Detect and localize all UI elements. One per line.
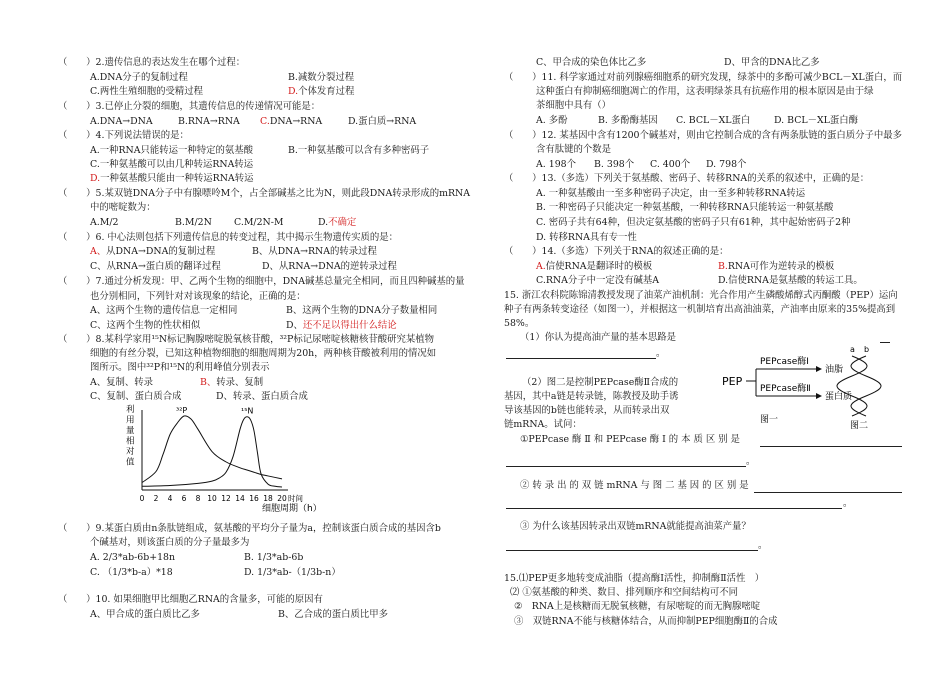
q11-stem-line2: 这种蛋白有抑制癌细胞凋亡的作用，这表明绿茶具有抗癌作用的根本原因是由于绿 — [536, 86, 874, 97]
y-axis-label-char: 对 — [126, 447, 135, 457]
y-axis-label-char: 值 — [126, 457, 135, 468]
fig1-product-protein: 蛋白质 — [825, 392, 853, 402]
q3-option-c: C.DNA→RNA — [260, 116, 323, 127]
fig2-strand-a — [837, 356, 867, 416]
q7-option-b: B、这两个生物的DNA分子数量相同 — [286, 305, 438, 316]
q15-sub3-period: 。 — [758, 540, 768, 551]
q15-sub2-period: 。 — [843, 498, 853, 509]
x-tick-label: 18 — [263, 494, 273, 503]
q12-stem-line2: 含有肽键的个数是 — [536, 144, 612, 155]
q12-option-c: C. 400个 — [650, 159, 691, 170]
x-tick-suffix: 时间 — [288, 494, 303, 503]
fig1-arrowhead-1 — [816, 366, 822, 372]
x-tick-label: 4 — [167, 494, 173, 503]
q7-stem-line2: 也分别相同，下列针对对该现象的结论，正确的是： — [90, 291, 306, 302]
q5-stem: （ ）5.某双链DNA分子中有腺嘌呤M个，占全部碱基之比为N，则此段DNA转录形成的mRNA — [58, 188, 471, 199]
q9-stem: （ ）9.某蛋白质由n条肽链组成，氨基酸的平均分子量为a，控制该蛋白质合成的基因含b — [58, 523, 441, 534]
q15-sub1-answer-line-b — [506, 466, 746, 467]
q10-option-c: C、甲合成的染色体比乙多 — [536, 57, 647, 68]
y-axis-label-char: 用 — [126, 415, 135, 426]
q11-stem: （ ）11. 科学家通过对前列腺癌细胞系的研究发现，绿茶中的多酚可减少BCL－XL蛋白，而 — [504, 72, 903, 83]
fig1-product-oil: 油脂 — [825, 365, 844, 375]
y-axis-label-char: 相 — [126, 436, 135, 447]
q4-option-a: A.一种RNA只能转运一种特定的氨基酸 — [90, 145, 254, 156]
x-tick-label: 20 — [277, 494, 287, 503]
q15-stem-line2: 种子有两条转变途径（如图一），并根据这一机制培育出高油油菜，产油率由原来的35%提高到 — [504, 304, 896, 315]
answer-line-3: ② RNA上是核糖而无脱氧核糖，有尿嘧啶的而无胸腺嘧啶 — [514, 601, 761, 612]
q15-sub1-answer-line-a — [760, 446, 902, 447]
y-axis-label-char: 利 — [126, 405, 135, 415]
q14-option-c: C.RNA分子中一定没有碱基A — [536, 275, 659, 286]
q4-option-b: B.一种氨基酸可以含有多种密码子 — [288, 145, 430, 156]
q2-option-c: C.两性生殖细胞的受精过程 — [90, 86, 203, 97]
q15-sub2: ② 转 录 出 的 双 链 mRNA 与 图 二 基 因 的 区 别 是 — [520, 480, 749, 491]
x-tick-label: 0 — [139, 494, 145, 503]
answer-line-4: ③ 双链RNA不能与核糖体结合，从而抑制PEP细胞酶Ⅱ的合成 — [514, 616, 778, 627]
fig2-label-b: b — [864, 345, 870, 354]
q8-stem-line3: 图所示。图中³²P和¹⁵N的利用峰值分别表示 — [90, 362, 270, 373]
q13-stem: （ ）13.（多选）下列关于氨基酸、密码子、转移RNA的关系的叙述中，正确的是： — [504, 173, 870, 184]
q2-option-a: A.DNA分子的复制过程 — [90, 72, 188, 83]
q4-option-d: D.一种氨基酸只能由一种转运RNA转运 — [90, 173, 254, 184]
q8-option-a: A、复制、转录 — [90, 377, 154, 388]
x-axis-label: 细胞周期（h） — [262, 504, 322, 514]
q15-sub3-answer-line — [506, 550, 758, 551]
answer-line-2: ⑵ ①氨基酸的种类、数目、排列顺序和空间结构可不同 — [510, 587, 738, 598]
q5-option-c: C.M/2N-M — [234, 217, 284, 228]
q3-stem: （ ）3.已停止分裂的细胞，其遗传信息的传递情况可能是： — [58, 101, 321, 112]
y-axis-label-char: 量 — [126, 426, 135, 436]
q6-option-d: D、从RNA→DNA的逆转录过程 — [262, 261, 397, 272]
q13-option-c: C. 密码子共有64种，但决定氨基酸的密码子只有61种，其中起始密码子2种 — [536, 217, 851, 228]
q15-part2-line3: 导该基因的b链也能转录，从而转录出双 — [504, 405, 670, 416]
x-tick-label: 10 — [207, 494, 217, 503]
chart-svg — [120, 404, 380, 514]
q10-option-b: B、乙合成的蛋白质比甲多 — [278, 609, 389, 620]
q11-stem-line3: 茶细胞中具有（） — [536, 100, 612, 111]
q14-option-d: D.信使RNA是氨基酸的转运工具。 — [718, 275, 863, 286]
q12-stem: （ ）12. 某基因中含有1200个碱基对，则由它控制合成的含有两条肽链的蛋白质分子中最多 — [504, 130, 903, 141]
q14-option-a: A.信使RNA是翻译时的模板 — [536, 261, 653, 272]
fig1-label: 图一 — [760, 415, 779, 425]
q9-stem-line2: 个碱基对，则该蛋白质的分子量最多为 — [90, 537, 250, 548]
q9-option-c: C. （1/3*b-a）*18 — [90, 567, 173, 578]
q5-stem-line2: 中的嘧啶数为： — [90, 202, 156, 213]
fig2-strand-b — [851, 356, 881, 416]
q5-option-d: D.不确定 — [318, 217, 357, 228]
q2-option-d: D.个体发育过程 — [288, 86, 355, 97]
fig-corner-mark — [880, 342, 890, 343]
q15-sub2-answer-line-b — [506, 508, 842, 509]
x-tick-label: 16 — [249, 494, 259, 503]
q13-option-a: A. 一种氨基酸由一至多种密码子决定，由一至多种转移RNA转运 — [536, 188, 806, 199]
q15-part2-line2: 基因，其中a链是转录链，陈教授及助手诱 — [504, 391, 679, 402]
x-tick-label: 8 — [195, 494, 201, 503]
q15-stem: 15. 浙江农科院陈锦清教授发现了油菜产油机制：光合作用产生磷酸烯醇式丙酮酸（PEP）运向 — [504, 290, 898, 301]
q15-part2-line1: （2）图二是控制PEPcase酶Ⅱ合成的 — [522, 377, 679, 388]
q9-option-d: D. 1/3*ab-（1/3b-n） — [244, 567, 341, 578]
q12-option-a: A. 198个 — [536, 159, 576, 170]
fig1-arrowhead-2 — [816, 393, 822, 399]
figure-2 — [842, 345, 882, 431]
q11-option-b: B. 多酚酶基因 — [598, 115, 658, 126]
q6-option-a: A、从DNA→DNA的复制过程 — [90, 246, 216, 257]
q8-stem-line2: 细胞的有丝分裂，已知这种植物细胞的细胞周期为20h，两种核苷酸被利用的情况如 — [90, 348, 437, 359]
x-tick-label: 6 — [181, 494, 187, 503]
q2-stem: （ ）2.遗传信息的表达发生在哪个过程： — [58, 57, 246, 68]
q7-option-d: D、还不足以得出什么结论 — [286, 320, 397, 331]
q12-option-d: D. 798个 — [706, 159, 747, 170]
q7-stem: （ ）7.通过分析发现：甲、乙两个生物的细胞中，DNA碱基总量完全相同，而且四种碱基的量 — [58, 276, 465, 287]
q8-stem: （ ）8.某科学家用¹⁵N标记胸腺嘧啶脱氧核苷酸，³²P标记尿嘧啶核糖核苷酸研究某植物 — [58, 334, 434, 345]
q15-sub3: ③ 为什么该基因转录出双链mRNA就能提高油菜产量？ — [520, 521, 751, 532]
q11-option-d: D. BCL－XL蛋白酶 — [774, 115, 859, 126]
q8-option-c: C、复制、蛋白质合成 — [90, 391, 182, 402]
q8-option-b: B、转录、复制 — [200, 377, 264, 388]
q6-stem: （ ）6. 中心法则包括下列遗传信息的转变过程，其中揭示生物遗传实质的是： — [58, 232, 399, 243]
q6-option-c: C、从RNA→蛋白质的翻译过程 — [90, 261, 221, 272]
q15-sub2-answer-line-a — [754, 492, 902, 493]
q15-part2-line4: 链mRNA。试问： — [504, 419, 582, 430]
q14-stem: （ ）14.（多选）下列关于RNA的叙述正确的是： — [504, 246, 729, 257]
q5-option-a: A.M/2 — [90, 217, 119, 228]
answer-line-1: 15.⑴PEP更多地转变成油脂（提高酶Ⅰ活性，抑制酶Ⅱ活性 ） — [504, 573, 765, 584]
q11-option-c: C. BCL－XL蛋白 — [676, 115, 751, 126]
figure-1 — [722, 352, 862, 432]
fig1-enzyme-1: PEPcase酶Ⅰ — [760, 357, 809, 367]
q10-stem: （ ）10. 如果细胞甲比细胞乙RNA的含量多，可能的原因有 — [58, 594, 323, 605]
q7-option-c: C、这两个生物的性状相似 — [90, 320, 201, 331]
q9-option-b: B. 1/3*ab-6b — [244, 552, 304, 563]
series-label-0: ³²P — [176, 406, 188, 415]
q4-option-c: C.一种氨基酸可以由几种转运RNA转运 — [90, 159, 254, 170]
x-tick-label: 2 — [153, 494, 159, 503]
q7-option-a: A、这两个生物的遗传信息一定相同 — [90, 305, 238, 316]
q3-option-b: B.RNA→RNA — [178, 116, 240, 127]
q13-option-b: B. 一种密码子只能决定一种氨基酸，一种转移RNA只能转运一种氨基酸 — [536, 202, 834, 213]
q11-option-a: A. 多酚 — [536, 115, 568, 126]
q2-option-b: B.减数分裂过程 — [288, 72, 355, 83]
fig2-label-a: a — [850, 345, 855, 354]
fig1-enzyme-2: PEPcase酶Ⅱ — [760, 384, 811, 394]
q10-option-d: D、甲含的DNA比乙多 — [724, 57, 820, 68]
y-axis-label — [126, 404, 135, 468]
q6-option-b: B、从DNA→RNA的转录过程 — [252, 246, 377, 257]
q15-part1: （1）你认为提高油产量的基本思路是 — [520, 332, 676, 343]
q14-option-b: B.RNA可作为逆转录的模板 — [718, 261, 835, 272]
x-tick-label: 12 — [221, 494, 231, 503]
q15-sub1-period: 。 — [746, 456, 756, 467]
q15-sub1: ①PEPcase 酶 Ⅱ 和 PEPcase 酶 Ⅰ 的 本 质 区 别 是 — [520, 434, 740, 445]
fig1-pep: PEP — [722, 375, 743, 388]
q4-stem: （ ）4.下列说法错误的是： — [58, 130, 189, 141]
q3-option-d: D.蛋白质→RNA — [348, 116, 417, 127]
x-tick-label: 14 — [235, 494, 245, 503]
fig2-label: 图二 — [850, 421, 869, 431]
q10-option-a: A、甲合成的蛋白质比乙多 — [90, 609, 200, 620]
q3-option-a: A.DNA→DNA — [90, 116, 153, 127]
q15-part1-period: 。 — [656, 348, 666, 359]
q9-option-a: A. 2/3*ab-6b+18n — [90, 552, 176, 563]
q15-part1-answer-line — [506, 358, 656, 359]
q8-option-d: D、转录、蛋白质合成 — [216, 391, 308, 402]
q12-option-b: B. 398个 — [594, 159, 635, 170]
q15-stem-line3: 58%。 — [504, 318, 535, 329]
q13-option-d: D. 转移RNA具有专一性 — [536, 232, 637, 243]
q5-option-b: B.M/2N — [175, 217, 212, 228]
series-label-1: ¹⁵N — [241, 406, 254, 416]
